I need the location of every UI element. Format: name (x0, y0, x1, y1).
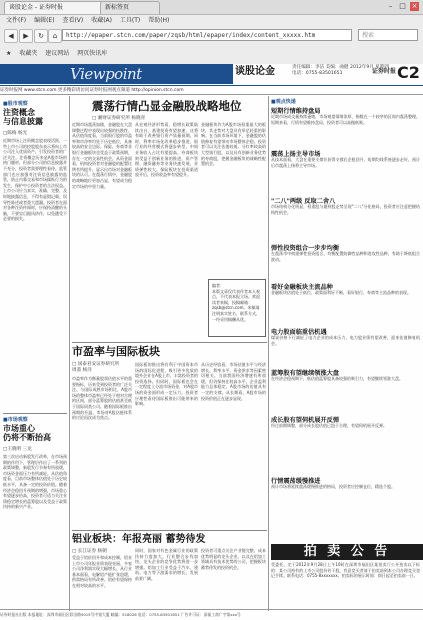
brief-body: 预计市场将延续震荡缓慢推进的格局，投资者应控制仓位，精选个股。 (271, 484, 395, 489)
brief-headline: 行情震荡缓慢推进 (271, 478, 321, 485)
bottom-byline: □ 长江证券 杨朝 (72, 549, 107, 554)
brief-headline: 短期行情维持盘局 (271, 108, 321, 115)
bottom-body-col2: 同时，国家对有色金属行业的政策扶持力度加大，行业整合步伐加快，龙头企业的竞争优势将进一步增强。铝加工行业受益于汽车、建筑、电力等下游需求的增长，发展前景广阔。 (135, 548, 198, 581)
lead-headline: 震荡行情凸显金融股战略地位 (92, 99, 242, 113)
section-divider (72, 342, 267, 343)
brief-body: 在震荡市中构建弹性投资组合，均衡配置防御性品种和进攻性品种，有助于降低组合波动。 (271, 251, 420, 262)
brief-headline: 弹性投资组合一步步均衡 (271, 245, 340, 252)
brief-body: 近期市场成交量持续萎缩，市场观望情绪浓厚，指数在一个较窄的区间内震荡整理。短期来看，行情有望维持盘局，投资者可以高抛低吸。 (271, 114, 420, 125)
brief-headline: 震荡上扬主导市场 (271, 151, 321, 158)
brief-body: 从技术面看，大盘在重要支撑位获得支撑后企稳回升，短期均线系统逐步走好，预计后市震荡上扬将主导市场。 (271, 157, 420, 168)
left-byline-2: □王晓明 三龙 (3, 447, 32, 452)
bookmark-favorites[interactable]: 收藏夹 (19, 50, 38, 57)
tab-active[interactable]: 谈股论金 - 证券时报 (4, 1, 104, 14)
bookmark-webslice[interactable]: 网页快讯库 (77, 50, 108, 57)
brief-body: 煤炭价格下行减轻了电力企业的成本压力，电力股业绩有望改善，迎来估值修复机会。 (271, 335, 420, 346)
minimize-icon[interactable]: – (388, 2, 393, 10)
bottom-headline: 铝业板块：年报亮丽 蓄势待发 (72, 534, 206, 545)
back-icon[interactable]: ◀ (4, 29, 18, 43)
right-kicker: ■观点快递 (271, 99, 296, 105)
mid-body-col2: 国际板的推出将有利于中国资本市场的国际化进程，吸引更多优质的境外企业在A股上市，丰富投资者的投资选择。但同时，国际板也会在一定程度上分流市场资金，对A股市场的资金面形成一定压力。投资者应理性看待国际板推出可能带来的影响。 (135, 362, 198, 407)
left-byline: □陈梅 杨光 (3, 131, 28, 136)
bottom-body-col1: 受益于铝价回升和成本控制，铝业上市公司年报业绩表现亮丽，多家公司净利润实现大幅增长。从行业基本面看，电解铝产能扩张趋缓，供需格局有所改善，铝价有望保持在相对较高的水平。 (72, 555, 132, 588)
tab-bar (0, 0, 423, 15)
page-number: C2 (397, 63, 420, 82)
bottom-body-col3: 投资者可重点关注产业链完整、成本优势明显的龙头企业，以及在铝加工领域具有技术优势的公司，把握板块蓄势待发的投资机会。 (201, 548, 266, 570)
menu-help[interactable]: 帮助(H) (148, 17, 170, 24)
left-body: 近期市场上注资概念股表现活跃，一些上市公司的控股股东表示将向上市公司注入优质资产，引发投资者的广泛关注。注资概念历来是A股市场的热门题材，但部分公司的信息披露并不充分，投资者需要理性看待。监管部门也应加强对注资信息披露的监管，防止内幕交易和市场操纵行为的发生，保护中小投资者的合法权益。上市公司应当真实、准确、完整、及时地披露信息，不得有虚假记载、误导性陈述或者重大遗漏。投资者在面对各种注资传闻时，应保持清醒的头脑，不要盲目跟风炒作，以免遭受不必要的损失。 (3, 138, 67, 222)
section-divider (3, 413, 67, 414)
menu-edit[interactable]: 编辑(E) (34, 17, 55, 24)
refresh-icon[interactable]: ↻ (34, 29, 48, 43)
brief-headline: 蓝筹股有望继续领涨大盘 (271, 370, 340, 377)
brief-body: 金融板块估值处于低位，政策面利好不断，看好银行、券商等主流品种的表现。 (271, 290, 411, 295)
menu-bar (0, 15, 423, 26)
bookmarks-bar (0, 45, 423, 63)
brief-headline: 看好金融板块主流品种 (271, 284, 333, 291)
epaper-page (0, 64, 423, 619)
mid-body-col1: 市盈率作为衡量股票估值水平的重要指标，历来受到投资者的广泛关注。与国际成熟市场相比，A股市场的整体市盈率已经处于相对合理的区间，部分蓝筹股的估值甚至低于国际同类公司。随着国际板推出预期的升温，市场对A股估值体系的讨论再次成为焦点。 (72, 376, 132, 421)
close-icon[interactable]: × (411, 2, 418, 10)
left-kicker: ■股市观察 (3, 101, 28, 107)
mid-byline: □ 国泰君安证券研究所 周蔷 杨洋 (72, 362, 120, 373)
brief-headline: 电力股面临重估机遇 (271, 329, 327, 336)
page-header (0, 64, 423, 86)
page-footer: 证券时报社出版 本报地址：深圳市福田区彩田路5015号中银大厦 邮编：518026 电话：0755-83501651 广告许可证：深福工商广字第xxx号 (0, 609, 423, 620)
forward-icon[interactable]: ▶ (19, 29, 33, 43)
column-divider (69, 96, 70, 611)
left-kicker-2: ■市场观察 (3, 417, 28, 423)
lead-body-col3: 金融板块作为A股市场权重最大的板块，其走势对大盘具有举足轻重的影响。在当前市场环境下，金融股的估值修复有望带动市场整体企稳。投资者可以关注估值较低、分红率较高的大型银行股，以及具有创新业务优势的券商股，把握金融板块的战略性配置机会。 (201, 122, 266, 167)
edition-meta: 责任编辑：李洁 美编：曲健 2012年9月 星期四 电话：0755-83501651 (292, 65, 390, 76)
masthead-band (0, 64, 233, 84)
home-icon[interactable]: ⌂ (48, 29, 62, 43)
brief-body: 在经济企稳预期下，低估值蓝筹股具备较强的吸引力，有望继续领涨大盘。 (271, 376, 403, 381)
left-body-2: 第三次启动新股发行改革，在市场预期的作用下，管理层作出了一系列的政策调整，新股发行节奏有所放缓，市场资金面压力有所减轻。从估值角度看，目前市场整体估值处于历史较低水平，具备一定的投资价值。随着经济企稳回升预期的增强，市场重心有望逐步抬高，投资者可适当关注业绩稳定增长的蓝筹股以及受益于政策扶持的新兴产业。 (3, 454, 67, 510)
left-headline-2: 市场重心 仍将不断抬高 (3, 424, 51, 443)
mid-body-col3: 从历史经验看，市场估值水平与经济增长、利率水平、资金供求等因素密切相关。当前我国经济增速有所放缓，但仍保持在较高水平，企业盈利能力总体稳定，A股市场的估值具有一定的支撑。从长期看，A股市场的投资价值正在逐步显现。 (201, 362, 266, 401)
mid-headline: 市盈率与国际板块 (72, 345, 160, 358)
brief-body: 市场结构分化明显，权重股与题材股走势呈现"二八"分化格局，投资者应注意把握结构性机会。 (271, 204, 420, 215)
menu-tools[interactable]: 工具(T) (119, 17, 141, 24)
auction-notice-body: 受委托，定于2012年9月28日上午10时在深圳市福田区某拍卖厅公开拍卖以下标的：某公司持有的上市公司股份若干股。有意竞买者请于拍卖前到本公司办理竞买登记手续。联系电话：0755-8xxxxxxx。拍卖标的展示时间：即日起至拍卖前一日。 (271, 562, 420, 579)
editor-note-text: 编者： 本版文章仅代表作者本人观点，不代表本报立场。欢迎读者来稿，投稿邮箱：zqsb@stcn.com。来稿请注明真实姓名、联系方式，一经采用稿酬从优。 (212, 283, 260, 322)
brief-body: 经过前期调整，部分成长股估值已趋于合理，有望伺机展开反弹。 (271, 423, 387, 428)
editor-note-box (208, 279, 266, 337)
star-icon[interactable]: ★ (6, 50, 12, 57)
auction-notice-title: 拍 卖 公 告 (271, 544, 423, 560)
nav-toolbar (0, 27, 423, 43)
address-bar[interactable]: http://epaper.stcn.com/paper/zqsb/html/epaper/index/content_xxxxx.htm (62, 29, 352, 41)
menu-favorites[interactable]: 收藏(A) (91, 17, 112, 24)
brief-headline: 成长股有望伺机展开反弹 (271, 417, 340, 424)
site-url-line: 证券时报网 www.stcn.com 更多精彩请访问证券时报网观点频道 http://opinion.stcn.com (0, 87, 423, 95)
left-headline: 注资概念 与信息披露 (3, 108, 43, 127)
brief-headline: "二八"两级 反取二舍八 (271, 198, 336, 205)
search-input[interactable]: 搜索 (358, 29, 418, 41)
menu-file[interactable]: 文件(F) (6, 17, 27, 24)
section-divider (72, 530, 267, 531)
lead-body-col2: 从宏观经济形势看，稳增长政策陆续出台，基建投资有望加速，这将有助于改善银行资产质量预期。同时，利率市场化改革稳步推进，银行业的经营模式将逐步转型，中间业务收入占比有望提高。券商板块则受益于创新业务的推进，资产管理、融资融券等业务快速发展，业绩弹性较大。保险板块在投资渠道放开后，投资收益率有望提升。 (135, 122, 198, 178)
newspaper-logo: 证券时报 (372, 68, 397, 75)
lead-body-col1: 近期市场震荡加剧，金融股在大盘调整过程中表现出较强的抗跌性。从估值角度看，当前银行股的市盈率和市净率均处于历史低位，具备较高的安全边际。保险、券商等非银行金融板块也受益于政策预期，存在一定的交易性机会。从资金面看，机构投资者对金融股的配置比例有所提升，显示出市场对金融板块的认可。在震荡行情中，金融股的战略地位更加凸显，有望成为稳定市场的中坚力量。 (72, 122, 132, 189)
header-rule (0, 85, 423, 86)
maximize-icon[interactable]: □ (399, 2, 406, 10)
browser-chrome (0, 0, 423, 65)
tab-new[interactable]: 新标签页 (100, 1, 160, 14)
lead-byline: □ 湘财证券研究所 杨晓青 (92, 116, 146, 121)
menu-view[interactable]: 查看(V) (62, 17, 84, 24)
section-title: 谈股论金 (235, 66, 275, 77)
masthead-title: Viewpoint (70, 65, 142, 83)
column-divider (268, 96, 269, 611)
bookmark-suggested[interactable]: 建议网站 (45, 50, 70, 57)
